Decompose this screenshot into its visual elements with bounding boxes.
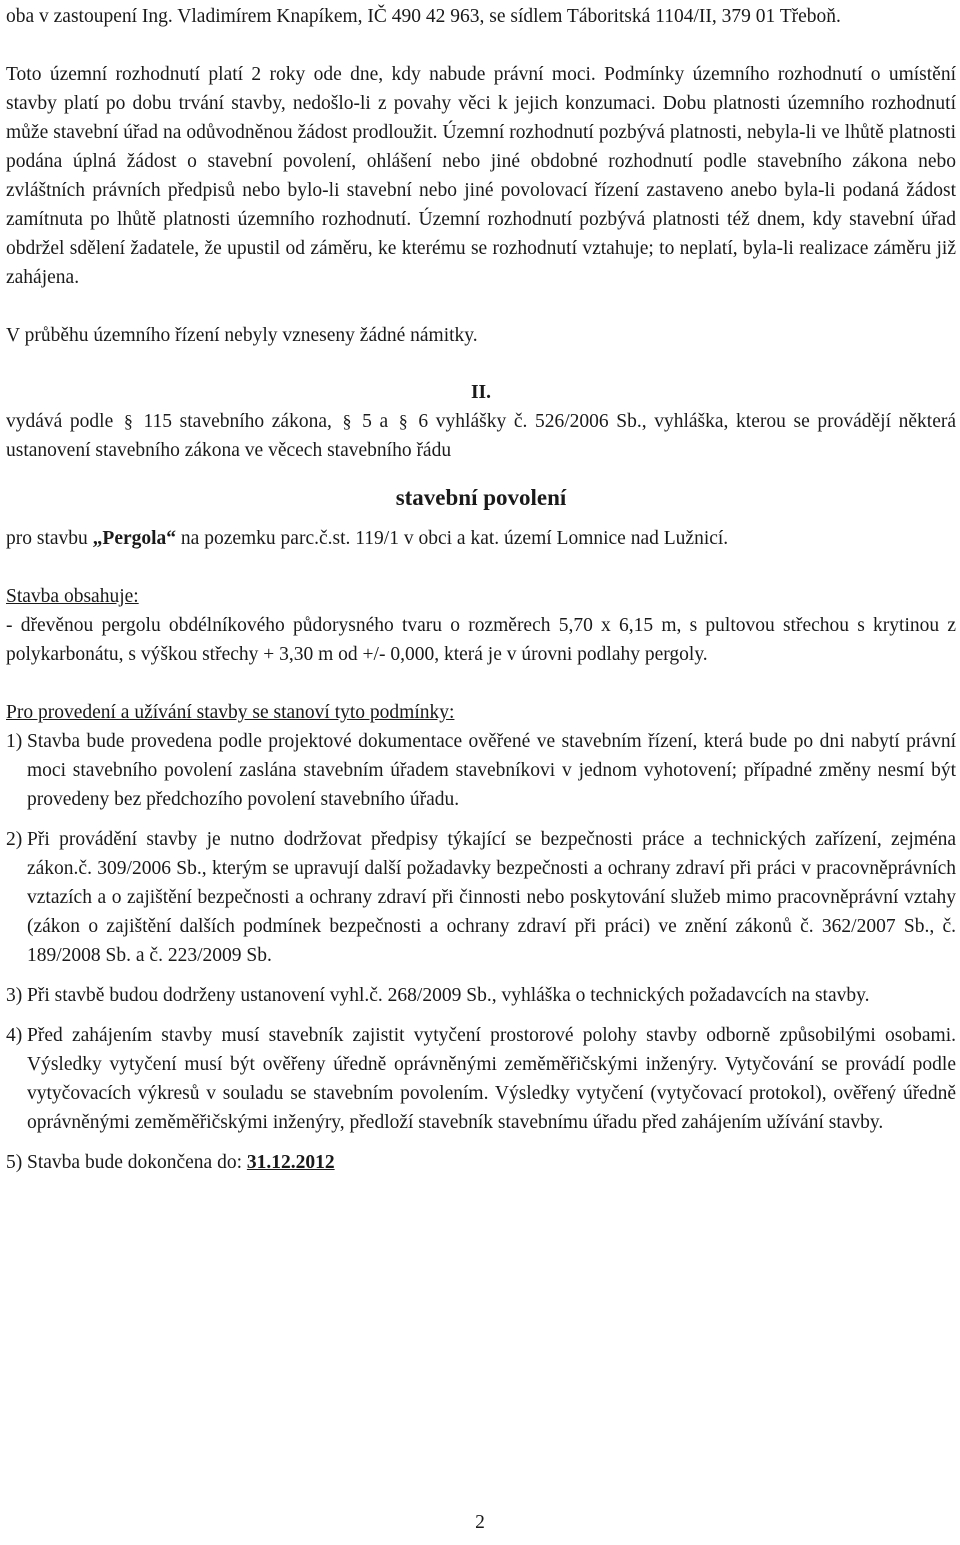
paragraph-sign-icon: § <box>342 411 352 431</box>
list-item <box>6 1021 956 1137</box>
condition-text <box>27 1148 956 1177</box>
list-item <box>6 1148 956 1177</box>
condition-number: 5) <box>6 1152 23 1173</box>
building-name: „Pergola“ <box>92 528 177 549</box>
section-number: II. <box>470 382 492 403</box>
objections-line: V průběhu územního řízení nebyly vzneseny žádné námitky. <box>6 325 478 346</box>
completion-date: 31.12.2012 <box>246 1152 335 1173</box>
intro-paragraph: oba v zastoupení Ing. Vladimírem Knapíkem, IČ 490 42 963, se sídlem Táboritská 1104/II, 379 01 Třeboň. <box>6 6 841 27</box>
contents-text: - dřevěnou pergolu obdélníkového půdorysného tvaru o rozměrech 5,70 x 6,15 m, s pultovou střechou s krytinou z polykarbonátu, s výškou střechy + 3,30 m od +/- 0,000, která je v úrovni podlahy pergoly. <box>6 615 956 665</box>
list-item <box>6 825 956 970</box>
condition-text: Před zahájením stavby musí stavebník zajistit vytyčení prostorové polohy stavby odborně způsobilými osobami. Výsledky vytyčení musí být ověřeny úředně oprávněnými zeměměřičskými inženýry. Vytyčování se provádí podle vytyčovacích výkresů v souladu se stavebním povolením. Výsledky vytyčení (vytyčovací protokol), ověřený úředně oprávněnými zeměměřičskými inženýry, předloží stavebník stavebnímu úřadu před zahájením užívání stavby. <box>27 1025 956 1133</box>
conditions-list <box>6 727 956 1177</box>
issues-part2: 5 a <box>362 411 389 432</box>
for-building-line <box>6 524 956 553</box>
list-item <box>6 727 956 814</box>
document-page <box>6 0 956 1177</box>
issues-part1: 115 stavebního zákona, <box>143 411 332 432</box>
condition-text: Stavba bude provedena podle projektové dokumentace ověřené ve stavebním řízení, která bude po dni nabytí právní moci stavebního povolení zaslána stavebním úřadem stavebníkovi v jednom vyhotovení; případné změny nesmí být provedeny bez předchozího povolení stavebního úřadu. <box>27 731 956 810</box>
issues-paragraph <box>6 407 956 465</box>
completion-label: Stavba bude dokončena do: <box>27 1152 242 1173</box>
decision-title: stavební povolení <box>395 485 567 510</box>
conditions-heading <box>6 698 956 727</box>
contents-heading <box>6 582 956 611</box>
list-item <box>6 981 956 1010</box>
validity-paragraph: Toto územní rozhodnutí platí 2 roky ode dne, kdy nabude právní moci. Podmínky územního rozhodnutí o umístění stavby platí po dobu trvání stavby, nedošlo-li z povahy věci k jejich konzumaci. Dobu platnosti územního rozhodnutí může stavební úřad na odůvodněnou žádost prodloužit. Územní rozhodnutí pozbývá platnosti, nebyla-li ve lhůtě platnosti podána úplná žádost o stavební povolení, ohlášení nebo jiné obdobné rozhodnutí podle stavebního zákona nebo zvláštních právních předpisů nebo bylo-li stavební nebo jiné povolovací řízení zastaveno anebo byla-li podaná žádost zamítnuta po lhůtě platnosti územního rozhodnutí. Územní rozhodnutí pozbývá platnosti též dnem, kdy stavební úřad obdržel sdělení žadatele, že upustil od záměru, ke kterému se rozhodnutí vztahuje; to neplatí, byla-li realizace záměru již zahájena. <box>6 64 956 288</box>
condition-number: 1) <box>6 731 23 752</box>
for-building-suffix: na pozemku parc.č.st. 119/1 v obci a kat. území Lomnice nad Lužnicí. <box>180 528 729 549</box>
condition-number: 3) <box>6 985 23 1006</box>
paragraph-sign-icon: § <box>398 411 408 431</box>
paragraph-sign-icon: § <box>123 411 133 431</box>
issues-prefix: vydává podle <box>6 411 114 432</box>
condition-text: Při stavbě budou dodrženy ustanovení vyhl.č. 268/2009 Sb., vyhláška o technických požadavcích na stavby. <box>27 985 870 1006</box>
conditions-heading-text: Pro provedení a užívání stavby se stanoví tyto podmínky: <box>6 702 455 723</box>
condition-number: 2) <box>6 829 23 850</box>
page-number: 2 <box>475 1512 485 1533</box>
contents-heading-text: Stavba obsahuje: <box>6 586 139 607</box>
issues-part3: 6 vyhlášky č. 526/2006 Sb., vyhláška, kterou se provádějí některá ustanovení stavebního zákona ve věcech stavebního řádu <box>6 411 956 461</box>
condition-number: 4) <box>6 1025 23 1046</box>
condition-text: Při provádění stavby je nutno dodržovat předpisy týkající se bezpečnosti práce a technických zařízení, zejména zákon.č. 309/2006 Sb., kterým se upravují další požadavky bezpečnosti a ochrany zdraví při práci v pracovněprávních vztazích a o zajištění bezpečnosti a ochrany zdraví při činnosti nebo poskytování služeb mimo pracovněprávní vztahy (zákon o zajištění dalších podmínek bezpečnosti a ochrany zdraví při práci) ve znění zákonů č. 362/2007 Sb., č. 189/2008 Sb. a č. 223/2009 Sb. <box>27 829 956 966</box>
for-building-prefix: pro stavbu <box>6 528 88 549</box>
